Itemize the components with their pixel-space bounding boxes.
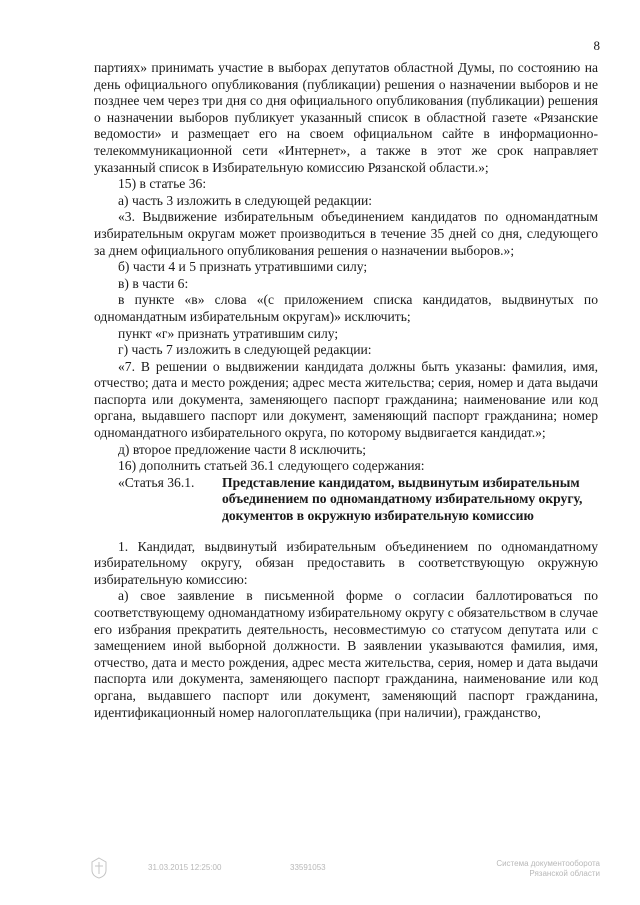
quoted-text: «7. В решении о выдвижении кандидата должны быть указаны: фамилия, имя, отчество; дата и место рождения; адрес места жительства; серия, номер и дата выдачи паспорта или документа, заменяющего паспорт гражданина; наименование или код органа, выдавшего паспорт или документ, заменяющий паспорт гражданина; номер одномандатного избирательного округа, по которому выдвигается кандидат.»; — [94, 358, 598, 441]
quoted-text: «3. Выдвижение избирательным объединением кандидатов по одномандатным избирательным округам может производиться в течение 35 дней со дня, следующего за днем официального опубликования решения о назначении выборов.»; — [94, 209, 598, 258]
paragraph: пункт «г» признать утратившим силу; — [118, 325, 339, 341]
document-body — [94, 60, 598, 721]
paragraph: партиях» принимать участие в выборах депутатов областной Думы, по состоянию на день официального опубликования (публикации) решения о назначении выборов и не позднее чем через три дня со дня официального опубликования (публикации) решения о назначении выборов публикует указанный список в областной газете «Рязанские ведомости» и размещает его на своем официальном сайте в информационно-телекоммуникационной сети «Интернет», а также в этот же срок направляет указанный список в Избирательную комиссию Рязанской области.»; — [94, 60, 598, 175]
article-heading — [94, 475, 598, 525]
emblem-icon — [90, 857, 108, 879]
amendment-item: д) второе предложение части 8 исключить; — [118, 441, 367, 457]
article-number: «Статья 36.1. — [118, 474, 195, 490]
footer-date: 31.03.2015 12:25:00 — [148, 863, 222, 872]
article-title: Представление кандидатом, выдвинутым избирательным объединением по одномандатному избирательному округу, документов в окружную избирательную комиссию — [222, 474, 583, 524]
footer-system-line: Рязанской области — [529, 869, 600, 878]
footer-code: 33591053 — [290, 863, 326, 872]
amendment-item: 15) в статье 36: — [118, 176, 207, 192]
amendment-item: г) часть 7 изложить в следующей редакции: — [118, 342, 372, 358]
footer-stamp — [90, 857, 600, 881]
amendment-item: 16) дополнить статьей 36.1 следующего содержания: — [118, 458, 425, 474]
paragraph: 1. Кандидат, выдвинутый избирательным объединением по одномандатному избирательному округу, обязан предоставить в соответствующую окружную избирательную комиссию: — [94, 538, 598, 587]
amendment-item: б) части 4 и 5 признать утратившими силу; — [118, 259, 368, 275]
page-number: 8 — [593, 38, 600, 53]
paragraph: в пункте «в» слова «(с приложением списка кандидатов, выдвинутых по одномандатным избирательным округам)» исключить; — [94, 292, 598, 324]
footer-system — [496, 859, 600, 879]
amendment-item: а) часть 3 изложить в следующей редакции: — [118, 192, 373, 208]
paragraph: а) свое заявление в письменной форме о согласии баллотироваться по соответствующему одномандатному избирательному округу с обязательством в случае его избрания прекратить деятельность, несовместимую со статусом депутата или с замещением иной выборной должности. В заявлении указываются фамилия, имя, отчество, дата и место рождения, адрес места жительства, серия, номер и дата выдачи паспорта или документа, заменяющего паспорт гражданина, наименование или код органа, выдавшего паспорт или документ, заменяющий паспорт гражданина, идентификационный номер налогоплательщика (при наличии), гражданство, — [94, 588, 598, 720]
footer-system-line: Система документооборота — [496, 859, 600, 868]
amendment-item: в) в части 6: — [118, 275, 189, 291]
